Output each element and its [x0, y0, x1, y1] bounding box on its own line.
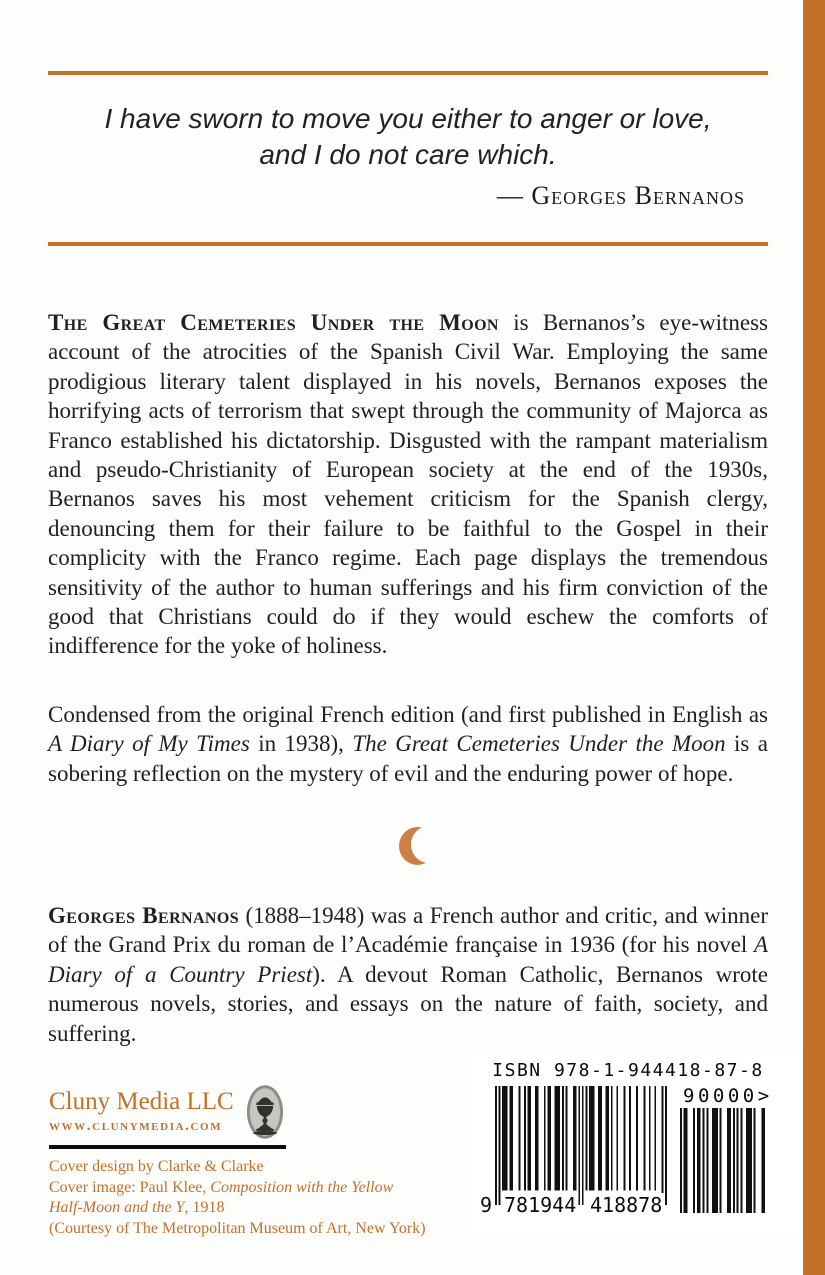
barcode-digit-9: 9: [480, 1193, 493, 1217]
credit-design: Cover design by Clarke & Clarke: [49, 1158, 264, 1175]
publisher-name: Cluny Media LLC: [49, 1088, 234, 1115]
note-part-1: Condensed from the original French edition (and first published in English as: [48, 702, 768, 727]
synopsis-paragraph: [48, 308, 768, 661]
barcode-digits-group2: 418878: [590, 1193, 663, 1217]
title-country-priest: A Diary of a Country Priest: [48, 932, 768, 987]
bio-part-2: ). A devout Roman Catholic, Bernanos wrote numerous novels, stories, and essays on the nature of faith, society, and suffering.: [48, 961, 768, 1046]
author-bio-paragraph: [48, 901, 768, 1048]
note-part-2: in 1938),: [249, 731, 353, 757]
ean5-supplement-barcode: [678, 1108, 767, 1213]
title-great-cemeteries: The Great Cemeteries Under the Moon: [352, 731, 726, 757]
note-part-3: is a sobering reflection on the mystery of evil and the enduring power of hope.: [48, 731, 768, 786]
credit-image-line1: [49, 1178, 449, 1199]
credit-image-plain: Cover image: Paul Klee,: [49, 1178, 211, 1196]
quote-attribution: — Georges Bernanos: [496, 181, 745, 210]
cover-credits: [49, 1157, 449, 1239]
epigraph-quote: [48, 101, 768, 173]
top-divider-rule: [48, 71, 768, 75]
author-name-lead: Georges Bernanos: [48, 903, 240, 928]
credit-courtesy: (Courtesy of The Metropolitan Museum of Art, New York): [49, 1219, 426, 1237]
publisher-website: www.clunymedia.com: [49, 1118, 223, 1134]
credit-image-italic: Composition with the Yellow: [210, 1178, 394, 1196]
credit-image-year: , 1918: [184, 1199, 225, 1217]
bio-part-1: (1888–1948) was a French author and critic, and winner of the Grand Prix du roman de l’Académie française in 1936 (for his novel: [48, 903, 768, 958]
quote-line-1: I have sworn to move you either to anger or love,: [104, 103, 712, 134]
credit-image-line2: [49, 1198, 449, 1219]
publication-note-paragraph: [48, 700, 768, 788]
isbn-label: ISBN 978-1-944418-87-8: [492, 1060, 764, 1081]
credit-image-italic-2: Half-Moon and the Y: [49, 1199, 185, 1217]
mid-divider-rule: [48, 242, 768, 246]
spine-stripe: [803, 0, 825, 1275]
barcode-digits-group1: 781944: [504, 1193, 577, 1217]
title-a-diary-of-my-times: A Diary of My Times: [48, 731, 250, 757]
book-title-lead: The Great Cemeteries Under the Moon: [48, 310, 499, 335]
barcode-supplement-label: 90000>: [683, 1085, 773, 1107]
quote-line-2: and I do not care which.: [259, 139, 557, 170]
publisher-chalice-logo-icon: [246, 1083, 284, 1141]
credits-divider-rule: [49, 1145, 286, 1149]
crescent-moon-icon: [399, 826, 439, 866]
synopsis-text: is Bernanos’s eye-witness account of the atrocities of the Spanish Civil War. Employing the same prodigious literary talent displayed in his novels, Bernanos exposes the horrifying acts of terrorism that swept through the community of Majorca as Franco established his dictatorship. Disgusted with the rampant materialism and pseudo-Christianity of European society at the end of the 1930s, Bernanos saves his most vehement criticism for the Spanish clergy, denouncing them for their failure to be faithful to the Gospel in their complicity with the Franco regime. Each page displays the tremendous sensitivity of the author to human sufferings and his firm conviction of the good that Christians could do if they would eschew the comforts of indifference for the yoke of holiness.: [48, 310, 768, 659]
ean13-barcode: [495, 1086, 667, 1205]
